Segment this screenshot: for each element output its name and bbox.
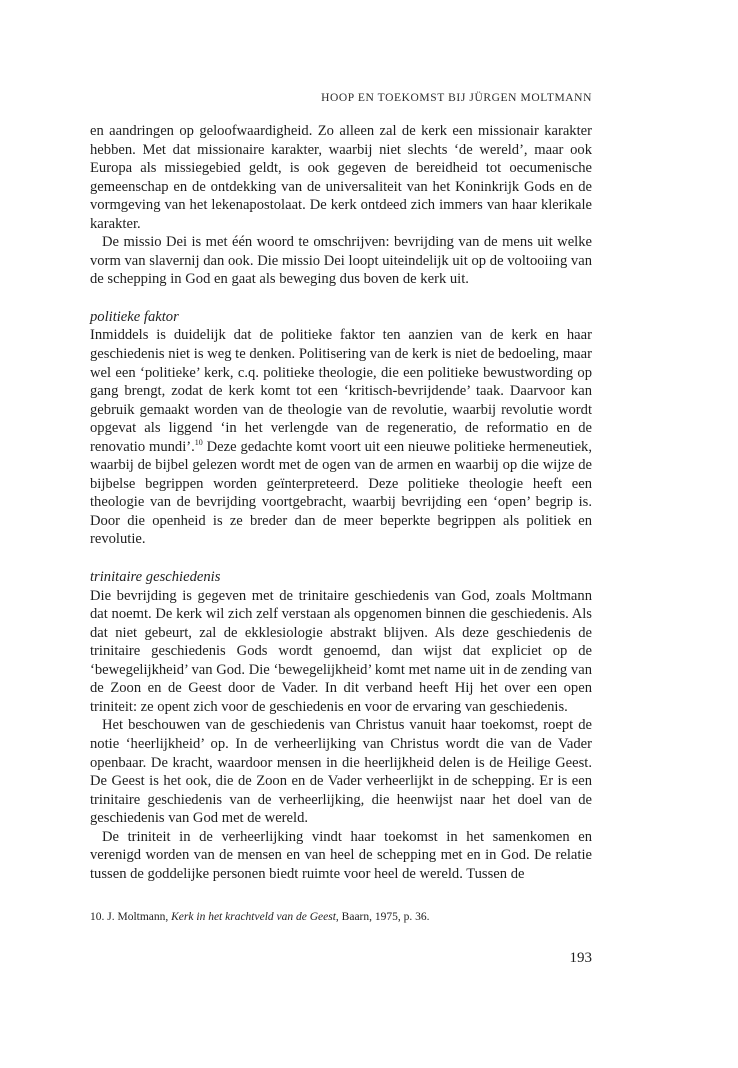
running-header: HOOP EN TOEKOMST BIJ JÜRGEN MOLTMANN <box>321 92 592 104</box>
book-page <box>90 0 592 1068</box>
footnote-number: 10. <box>90 911 105 923</box>
paragraph: en aandringen op geloofwaardigheid. Zo alleen zal de kerk een missionair karakter hebben. Met dat missionaire karakter, waarbij niet slechts ‘de wereld’, maar ook Europa als missiegebied geldt, is ook gegeven de bereidheid tot oecumenische gemeenschap en de ontdekking van de universaliteit van het Koninkrijk Gods en de vormgeving van het lekenapostolaat. De kerk ontdeed zich immers van haar klerikale karakter. <box>90 123 592 232</box>
paragraph: De triniteit in de verheerlijking vindt haar toekomst in het samenkomen en verenigd worden van de mensen en van heel de schepping met en in God. De relatie tussen de goddelijke personen biedt ruimte voor heel de wereld. Tussen de <box>90 828 592 882</box>
footnote-rest: , Baarn, 1975, p. 36. <box>335 911 430 923</box>
footnote-title: Kerk in het krachtveld van de Geest <box>171 911 336 923</box>
paragraph-text: Inmiddels is duidelijk dat de politieke faktor ten aanzien van de kerk en haar geschiedenis niet is weg te denken. Politisering van de kerk is niet de bedoeling, maar wel een ‘politieke’ kerk, c.q. politieke theologie, die een politieke bewustwording op gang brengt, zodat de kerk komt tot een ‘kritisch-bevrijdende’ taak. Daarvoor kan gebruik gemaakt worden van de theologie van de revolutie, waarbij revolutie wordt opgevat als liggend ‘in het verlengde van de regeneratio, de reformatio en de renovatio mundi’. <box>90 327 592 455</box>
footnote-reference: 10 <box>194 437 203 447</box>
section-heading-trinitaire-geschiedenis: trinitaire geschiedenis <box>90 569 221 586</box>
body-text <box>90 122 592 883</box>
paragraph: Die bevrijding is gegeven met de trinitaire geschiedenis van God, zoals Moltmann dat noemt. De kerk wil zich zelf verstaan als opgenomen binnen die geschiedenis. Als dat niet gebeurt, zal de ekklesiologie abstrakt blijven. Als deze geschiedenis de trinitaire geschiedenis Gods wordt genoemd, dan wijst dat expliciet op de ‘bewegelijkheid’ van God. Die ‘bewegelijkheid’ komt met name uit in de zending van de Zoon en de Geest door de Vader. In dit verband heeft Hij het over een open triniteit: ze opent zich voor de geschiedenis en voor de ervaring van geschiedenis. <box>90 587 592 715</box>
paragraph: De missio Dei is met één woord te omschrijven: bevrijding van de mens uit welke vorm van slavernij dan ook. Die missio Dei loopt uiteindelijk uit op de voltooiing van de schepping in God en gaat als beweging dus boven de kerk uit. <box>90 234 592 288</box>
paragraph <box>90 326 592 549</box>
section-heading-politieke-faktor: politieke faktor <box>90 308 179 325</box>
footnote <box>90 910 592 924</box>
page-number: 193 <box>569 950 592 966</box>
paragraph-text: Deze gedachte komt voort uit een nieuwe politieke hermeneutiek, waarbij de bijbel gelezen wordt met de ogen van de armen en waarbij op die wijze de bijbelse begrippen worden geïnterpreteerd. Deze politieke theologie heeft een theologie van de bevrijding voortgebracht, waarbij bevrijding een ‘open’ begrip is. Door die openheid is ze breder dan de meer beperkte begrippen als politiek en revolutie. <box>90 438 592 548</box>
footnote-author: J. Moltmann, <box>104 911 172 923</box>
paragraph: Het beschouwen van de geschiedenis van Christus vanuit haar toekomst, roept de notie ‘heerlijkheid’ op. In de verheerlijking van Christus wordt die van de Vader openbaar. De kracht, waardoor mensen in die heerlijkheid delen is de Heilige Geest. De Geest is het ook, die de Zoon en de Vader verheerlijkt in de schepping. Er is een trinitaire geschiedenis van de verheerlijking, die heenwijst naar het doel van de geschiedenis van God met de wereld. <box>90 717 592 827</box>
